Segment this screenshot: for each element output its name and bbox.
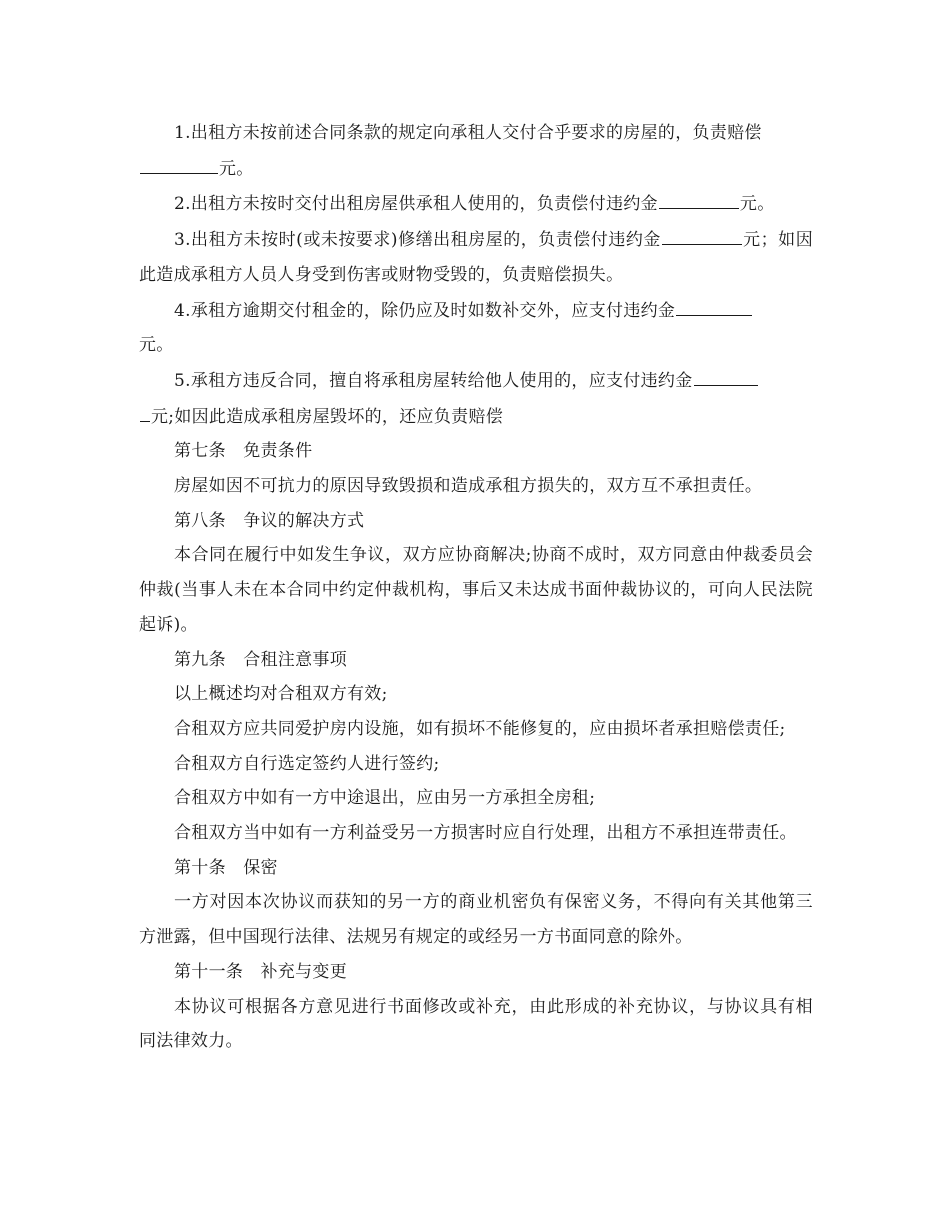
liability-clause-3 (139, 222, 813, 292)
article-10-body: 一方对因本次协议而获知的另一方的商业机密负有保密义务，不得向有关其他第三方泄露，但中国现行法律、法规另有规定的或经另一方书面同意的除外。 (139, 892, 813, 948)
liability-clause-5 (139, 363, 813, 434)
blank-field (140, 399, 150, 422)
liability-clause-1 (139, 116, 813, 186)
clause-text: 2.出租方未按时交付出租房屋供承租人使用的，负责偿付违约金 (174, 194, 658, 215)
blank-field (676, 293, 752, 316)
article-7-body: 房屋如因不可抗力的原因导致毁损和造成承租方损失的，双方互不承担责任。 (174, 476, 763, 497)
article-9-item: 合租双方应共同爱护房内设施，如有损坏不能修复的，应由损坏者承担赔偿责任; (174, 718, 786, 739)
clause-text: 元；如因此造成承租方人员人身受到伤害或财物受毁的，负责赔偿损失。 (139, 230, 814, 285)
article-8-title: 第八条 争议的解决方式 (174, 510, 365, 531)
article-7-title: 第七条 免责条件 (174, 441, 313, 462)
article-9-item: 合租双方当中如有一方利益受另一方损害时应自行处理，出租方不承担连带责任。 (174, 823, 797, 844)
article-9-title: 第九条 合租注意事项 (174, 649, 347, 670)
article-8-body: 本合同在履行中如发生争议，双方应协商解决;协商不成时，双方同意由仲裁委员会仲裁(当事人未在本合同中约定仲裁机构，事后又未达成书面仲裁协议的，可向人民法院起诉)。 (139, 545, 813, 635)
document-body (139, 116, 813, 1059)
blank-field (140, 151, 218, 174)
blank-field (659, 186, 739, 209)
blank-field (662, 222, 742, 245)
article-11-body: 本协议可根据各方意见进行书面修改或补充，由此形成的补充协议，与协议具有相同法律效力。 (139, 996, 813, 1052)
liability-clause-4 (139, 293, 813, 363)
blank-field (694, 363, 758, 386)
article-9-item: 合租双方中如有一方中途退出，应由另一方承担全房租; (174, 788, 596, 809)
clause-text: 5.承租方违反合同，擅自将承租房屋转给他人使用的，应支付违约金 (174, 370, 693, 391)
clause-text: 元。 (139, 335, 174, 356)
article-9-item: 以上概述均对合租双方有效; (174, 684, 388, 705)
article-9-item: 合租双方自行选定签约人进行签约; (174, 753, 440, 774)
clause-text: 元。 (739, 194, 775, 215)
clause-text: 元;如因此造成承租房屋毁坏的，还应负责赔偿 (151, 406, 504, 427)
liability-clause-2 (139, 186, 813, 222)
article-11-title: 第十一条 补充与变更 (174, 961, 347, 982)
clause-text: 1.出租方未按前述合同条款的规定向承租人交付合乎要求的房屋的，负责赔偿 (174, 123, 762, 143)
article-10-title: 第十条 保密 (174, 857, 278, 878)
clause-text: 元。 (219, 158, 254, 179)
clause-text: 3.出租方未按时(或未按要求)修缮出租房屋的，负责偿付违约金 (174, 230, 661, 251)
clause-text: 4.承租方逾期交付租金的，除仍应及时如数补交外，应支付违约金 (174, 300, 676, 321)
